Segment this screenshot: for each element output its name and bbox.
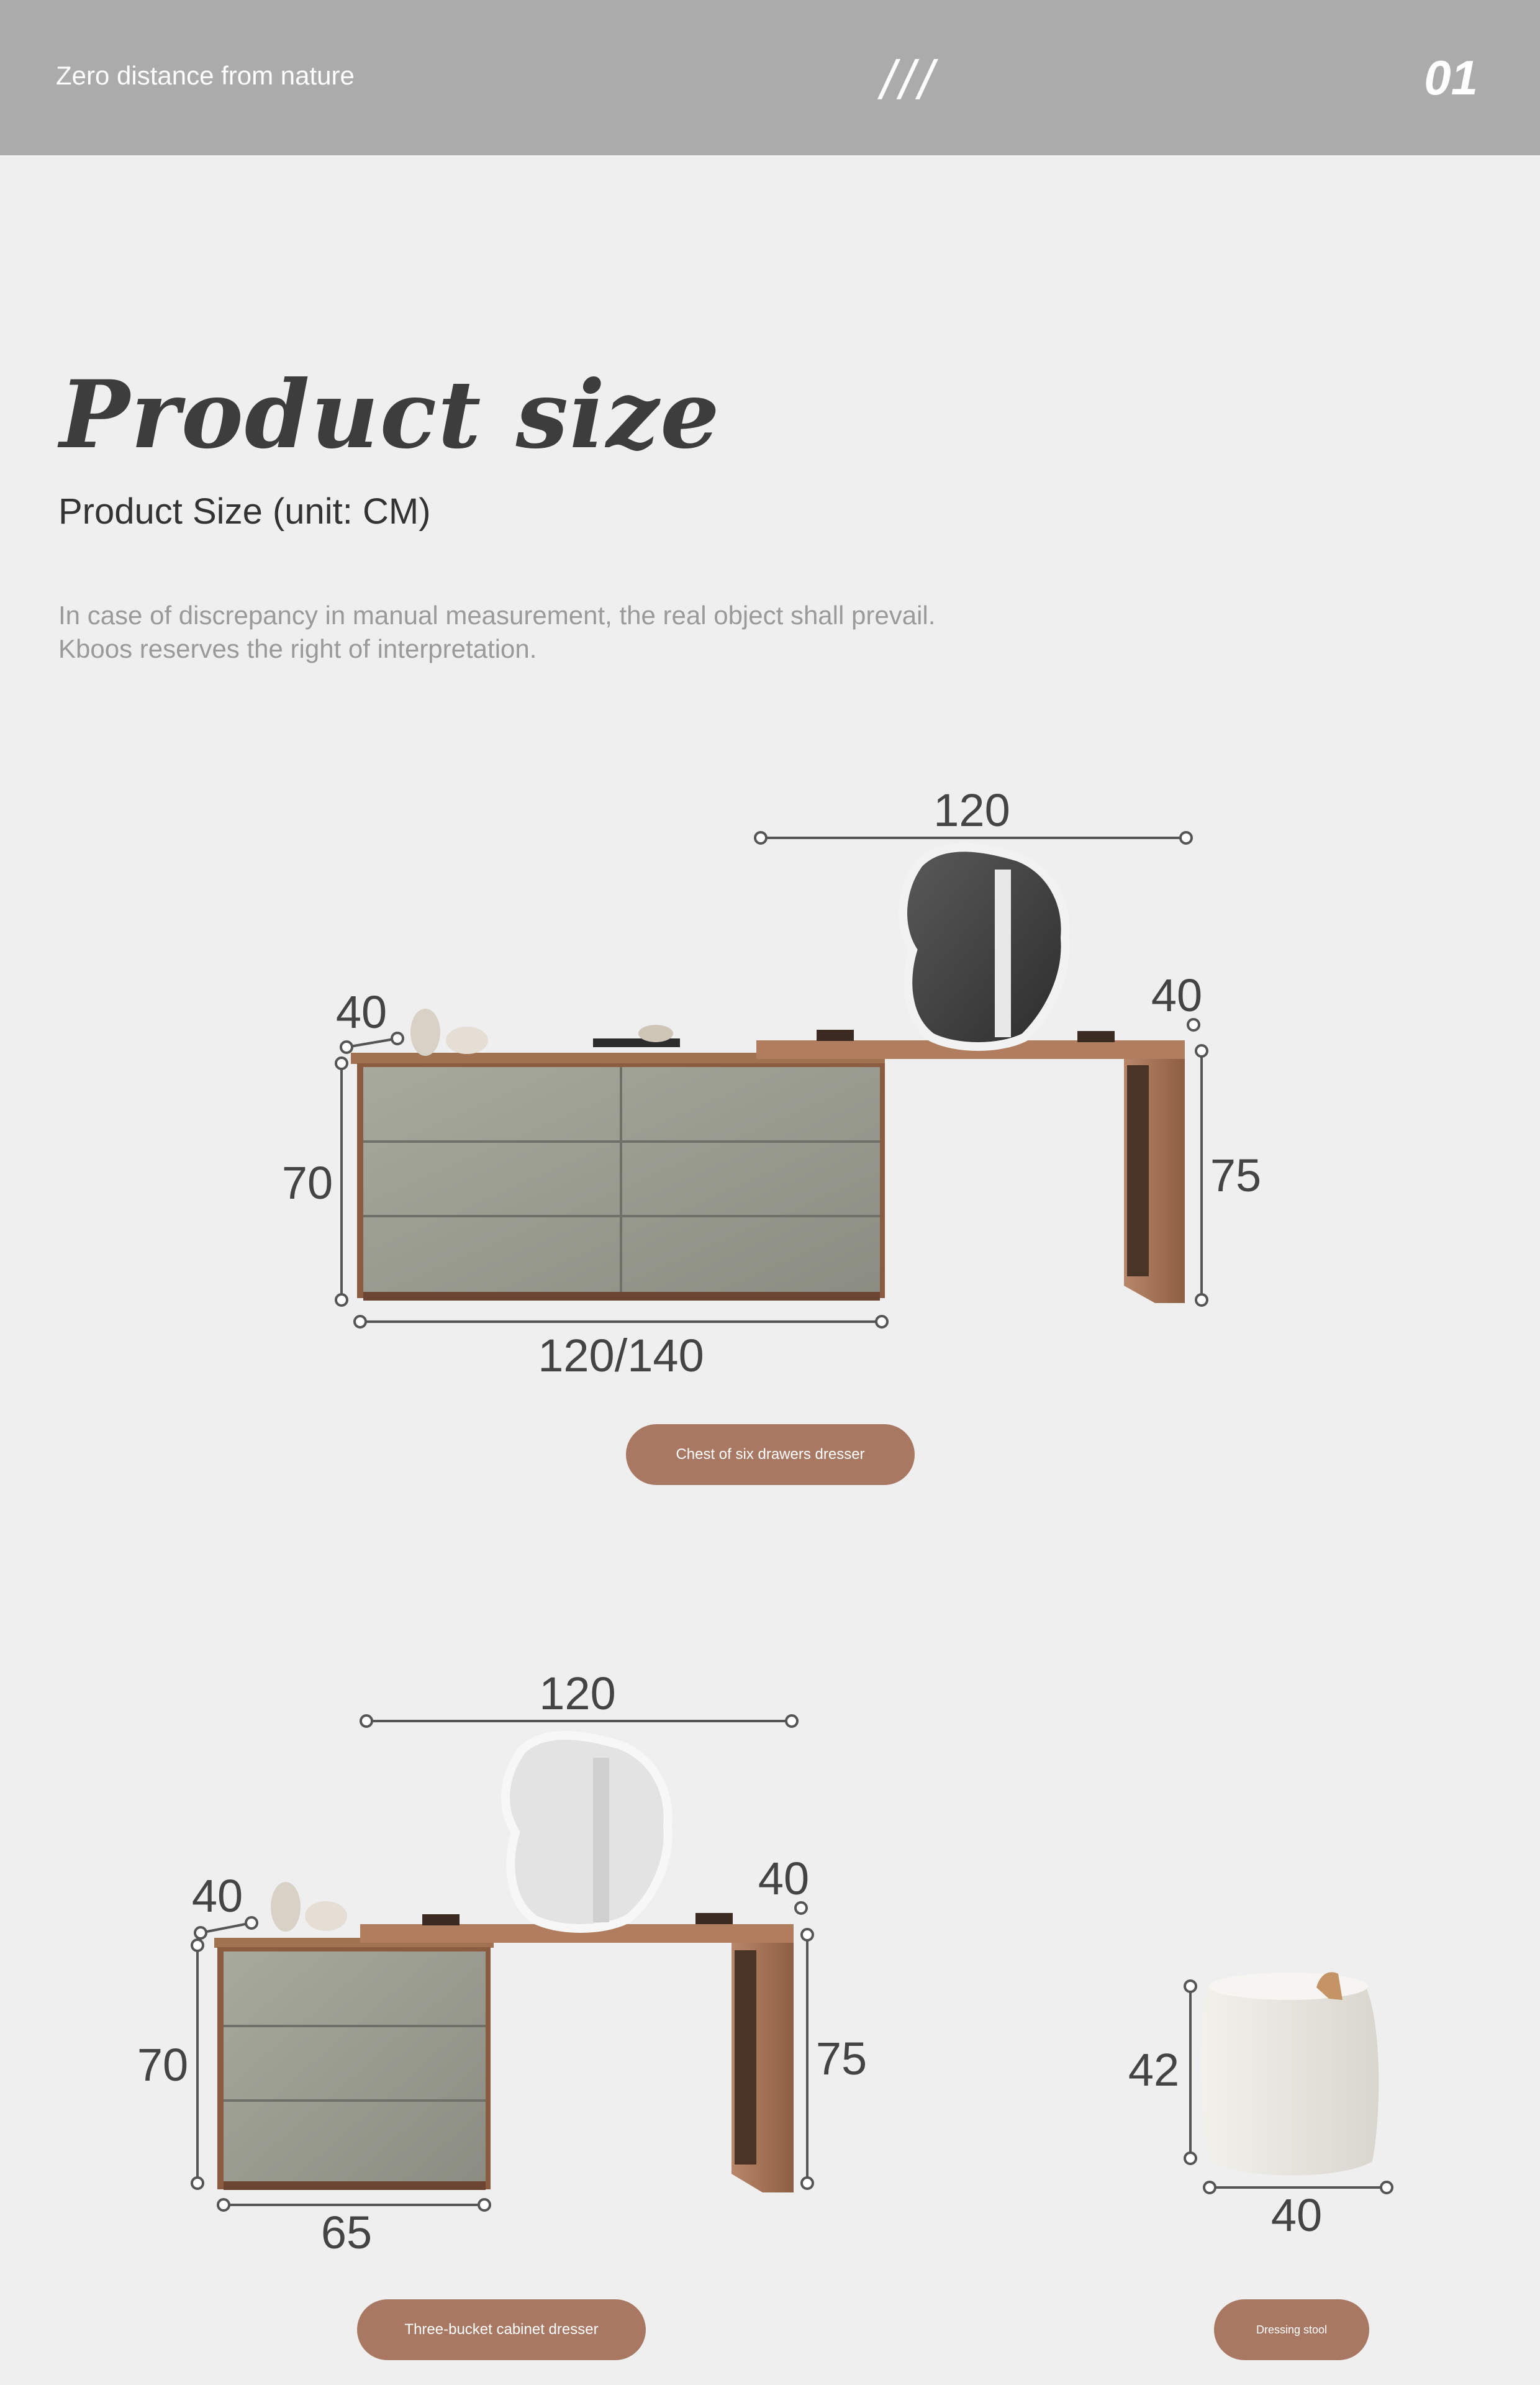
note-line-2: Kboos reserves the right of interpretation. bbox=[58, 634, 537, 663]
product-2-label bbox=[357, 2299, 646, 2360]
p1-dim-height-left: 70 bbox=[281, 1157, 333, 1209]
p1-dim-depth-left: 40 bbox=[335, 986, 387, 1038]
product-3-label bbox=[1214, 2299, 1369, 2360]
product-2-label-text: Three-bucket cabinet dresser bbox=[404, 2321, 599, 2338]
p2-dim-height-left: 70 bbox=[137, 2039, 189, 2091]
p3-dim-width: 40 bbox=[1270, 2189, 1323, 2241]
product-1-label-text: Chest of six drawers dresser bbox=[676, 1446, 865, 1463]
p1-dim-depth-right: 40 bbox=[1151, 970, 1203, 1021]
page-title-script: Product size bbox=[60, 360, 721, 470]
page-subtitle: Product Size (unit: CM) bbox=[58, 491, 431, 532]
page-number: 01 bbox=[1424, 50, 1478, 105]
p1-dim-width-bottom: 120/140 bbox=[538, 1330, 704, 1381]
product-2-dresser bbox=[137, 1668, 867, 2258]
product-1-label bbox=[626, 1424, 915, 1485]
p3-dim-height: 42 bbox=[1128, 2044, 1180, 2096]
p2-dim-width-bottom: 65 bbox=[320, 2207, 373, 2258]
p2-dim-height-right: 75 bbox=[815, 2033, 867, 2084]
note-line-1: In case of discrepancy in manual measurement, the real object shall prevail. bbox=[58, 601, 936, 630]
p2-dim-mirror-width: 120 bbox=[539, 1668, 616, 1719]
header-tagline: Zero distance from nature bbox=[56, 61, 355, 90]
product-1-dresser bbox=[282, 784, 1261, 1381]
header-divider: /// bbox=[881, 49, 938, 111]
p2-dim-depth-right: 40 bbox=[758, 1853, 810, 1904]
p1-dim-height-right: 75 bbox=[1210, 1150, 1262, 1201]
product-3-stool bbox=[1128, 1972, 1392, 2241]
p2-dim-depth-left: 40 bbox=[191, 1870, 243, 1922]
p1-dim-mirror-width: 120 bbox=[933, 784, 1010, 836]
product-3-label-text: Dressing stool bbox=[1256, 2323, 1328, 2336]
